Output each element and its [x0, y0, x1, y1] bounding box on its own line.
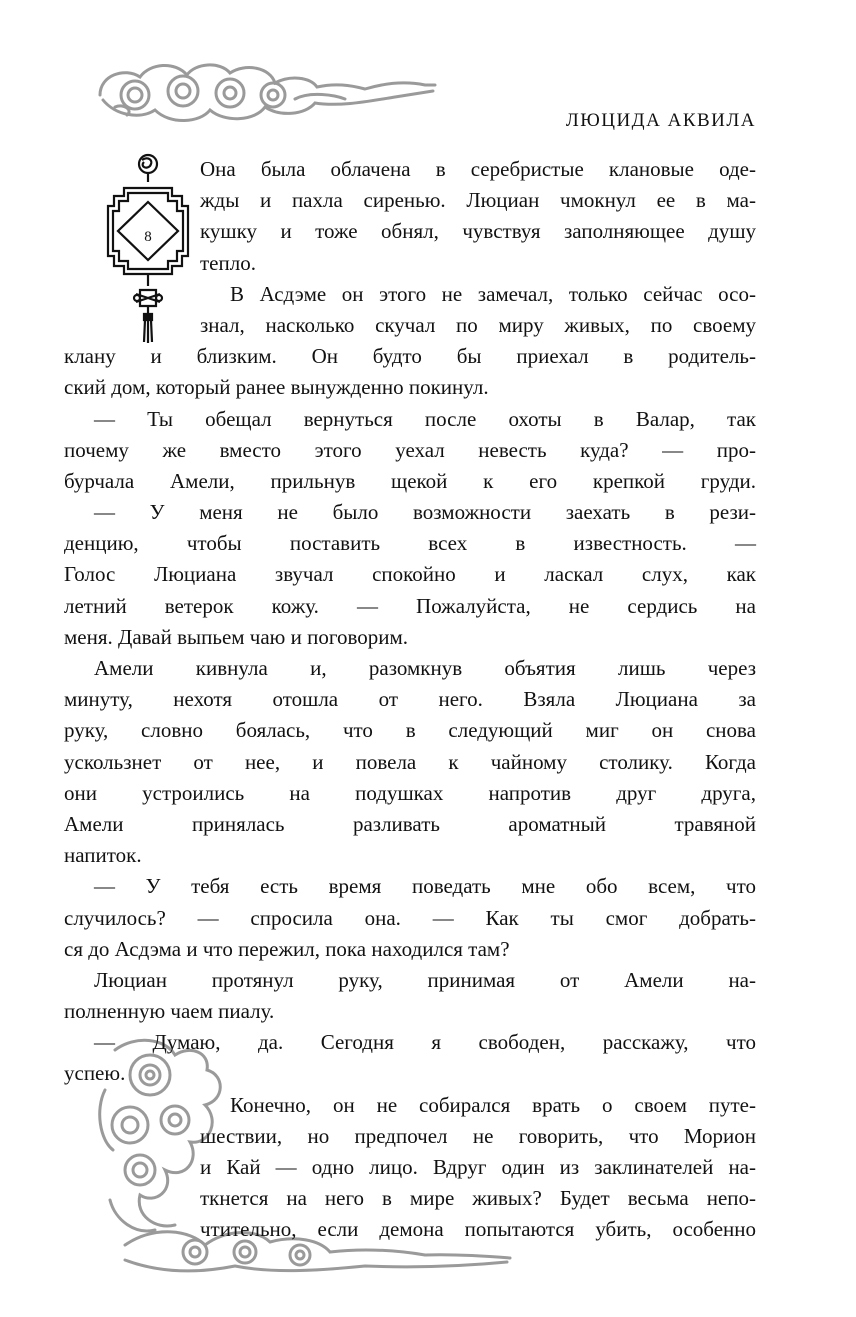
knot-pendant-icon — [104, 150, 192, 345]
text-line: — У тебя есть время поведать мне обо всем, что — [94, 874, 756, 899]
page-number: 8 — [144, 229, 152, 245]
text-line: ускользнет от нее, и повела к чайному столику. Когда — [64, 749, 756, 774]
text-line: клану и близким. Он будто бы приехал в родитель- — [64, 344, 756, 369]
text-line: Амели кивнула и, разомкнув объятия лишь через — [94, 656, 756, 680]
text-line: знал, насколько скучал по миру живых, по своему — [200, 312, 756, 337]
text-line: успею. — [64, 1061, 126, 1086]
text-line: Амели принялась разливать ароматный травяной — [64, 811, 756, 836]
text-line: меня. Давай выпьем чаю и поговорим. — [64, 624, 408, 649]
text-line: случилось? — спросила она. — Как ты смог добрать- — [64, 905, 756, 930]
text-line: руку, словно боялась, что в следующий миг он снова — [64, 718, 756, 743]
text-line: и Кай — одно лицо. Вдруг один из заклинателей на- — [200, 1155, 756, 1179]
text-line: почему же вместо этого уехал невесть куда? — про- — [64, 437, 756, 462]
text-line: кушку и тоже обнял, чувствуя заполняющее душу — [200, 219, 756, 244]
body-text — [64, 154, 756, 1246]
running-head-title: ЛЮЦИДА АКВИЛА — [565, 110, 756, 131]
text-line: шествии, но предпочел не говорить, что Морион — [200, 1123, 756, 1148]
text-line: жды и пахла сиренью. Люциан чмокнул ее в ма- — [200, 188, 756, 213]
text-line: бурчала Амели, прильнув щекой к его крепкой груди. — [64, 468, 756, 493]
text-line: они устроились на подушках напротив друг друга, — [64, 780, 756, 805]
text-line: тепло. — [200, 250, 256, 275]
text-line: В Асдэме он этого не замечал, только сейчас осо- — [230, 281, 756, 306]
text-line: денцию, чтобы поставить всех в известность. — — [64, 531, 756, 556]
text-line: минуту, нехотя отошла от него. Взяла Люциана за — [64, 687, 756, 712]
text-line: ся до Асдэма и что пережил, пока находился там? — [64, 936, 510, 961]
text-line: летний ветерок кожу. — Пожалуйста, не сердись на — [64, 593, 756, 618]
text-line: ткнется на него в мире живых? Будет весьма непо- — [200, 1186, 756, 1211]
text-line: чтительно, если демона попытаются убить, особенно — [200, 1217, 756, 1242]
text-line: Конечно, он не собирался врать о своем путе- — [230, 1092, 756, 1117]
text-line: Голос Люциана звучал спокойно и ласкал слух, как — [64, 562, 756, 587]
text-line: Она была облачена в серебристые клановые оде- — [200, 157, 756, 181]
text-line: — Думаю, да. Сегодня я свободен, расскажу, что — [94, 1030, 756, 1055]
text-line: — У меня не было возможности заехать в рези- — [94, 500, 756, 525]
text-line: напиток. — [64, 843, 142, 868]
text-line: ский дом, который ранее вынужденно покинул. — [64, 375, 489, 400]
text-line: — Ты обещал вернуться после охоты в Валар, так — [94, 406, 756, 431]
text-line: Люциан протянул руку, принимая от Амели на- — [94, 967, 756, 992]
text-line: полненную чаем пиалу. — [64, 999, 275, 1024]
top-cloud-ornament-icon — [95, 55, 440, 130]
